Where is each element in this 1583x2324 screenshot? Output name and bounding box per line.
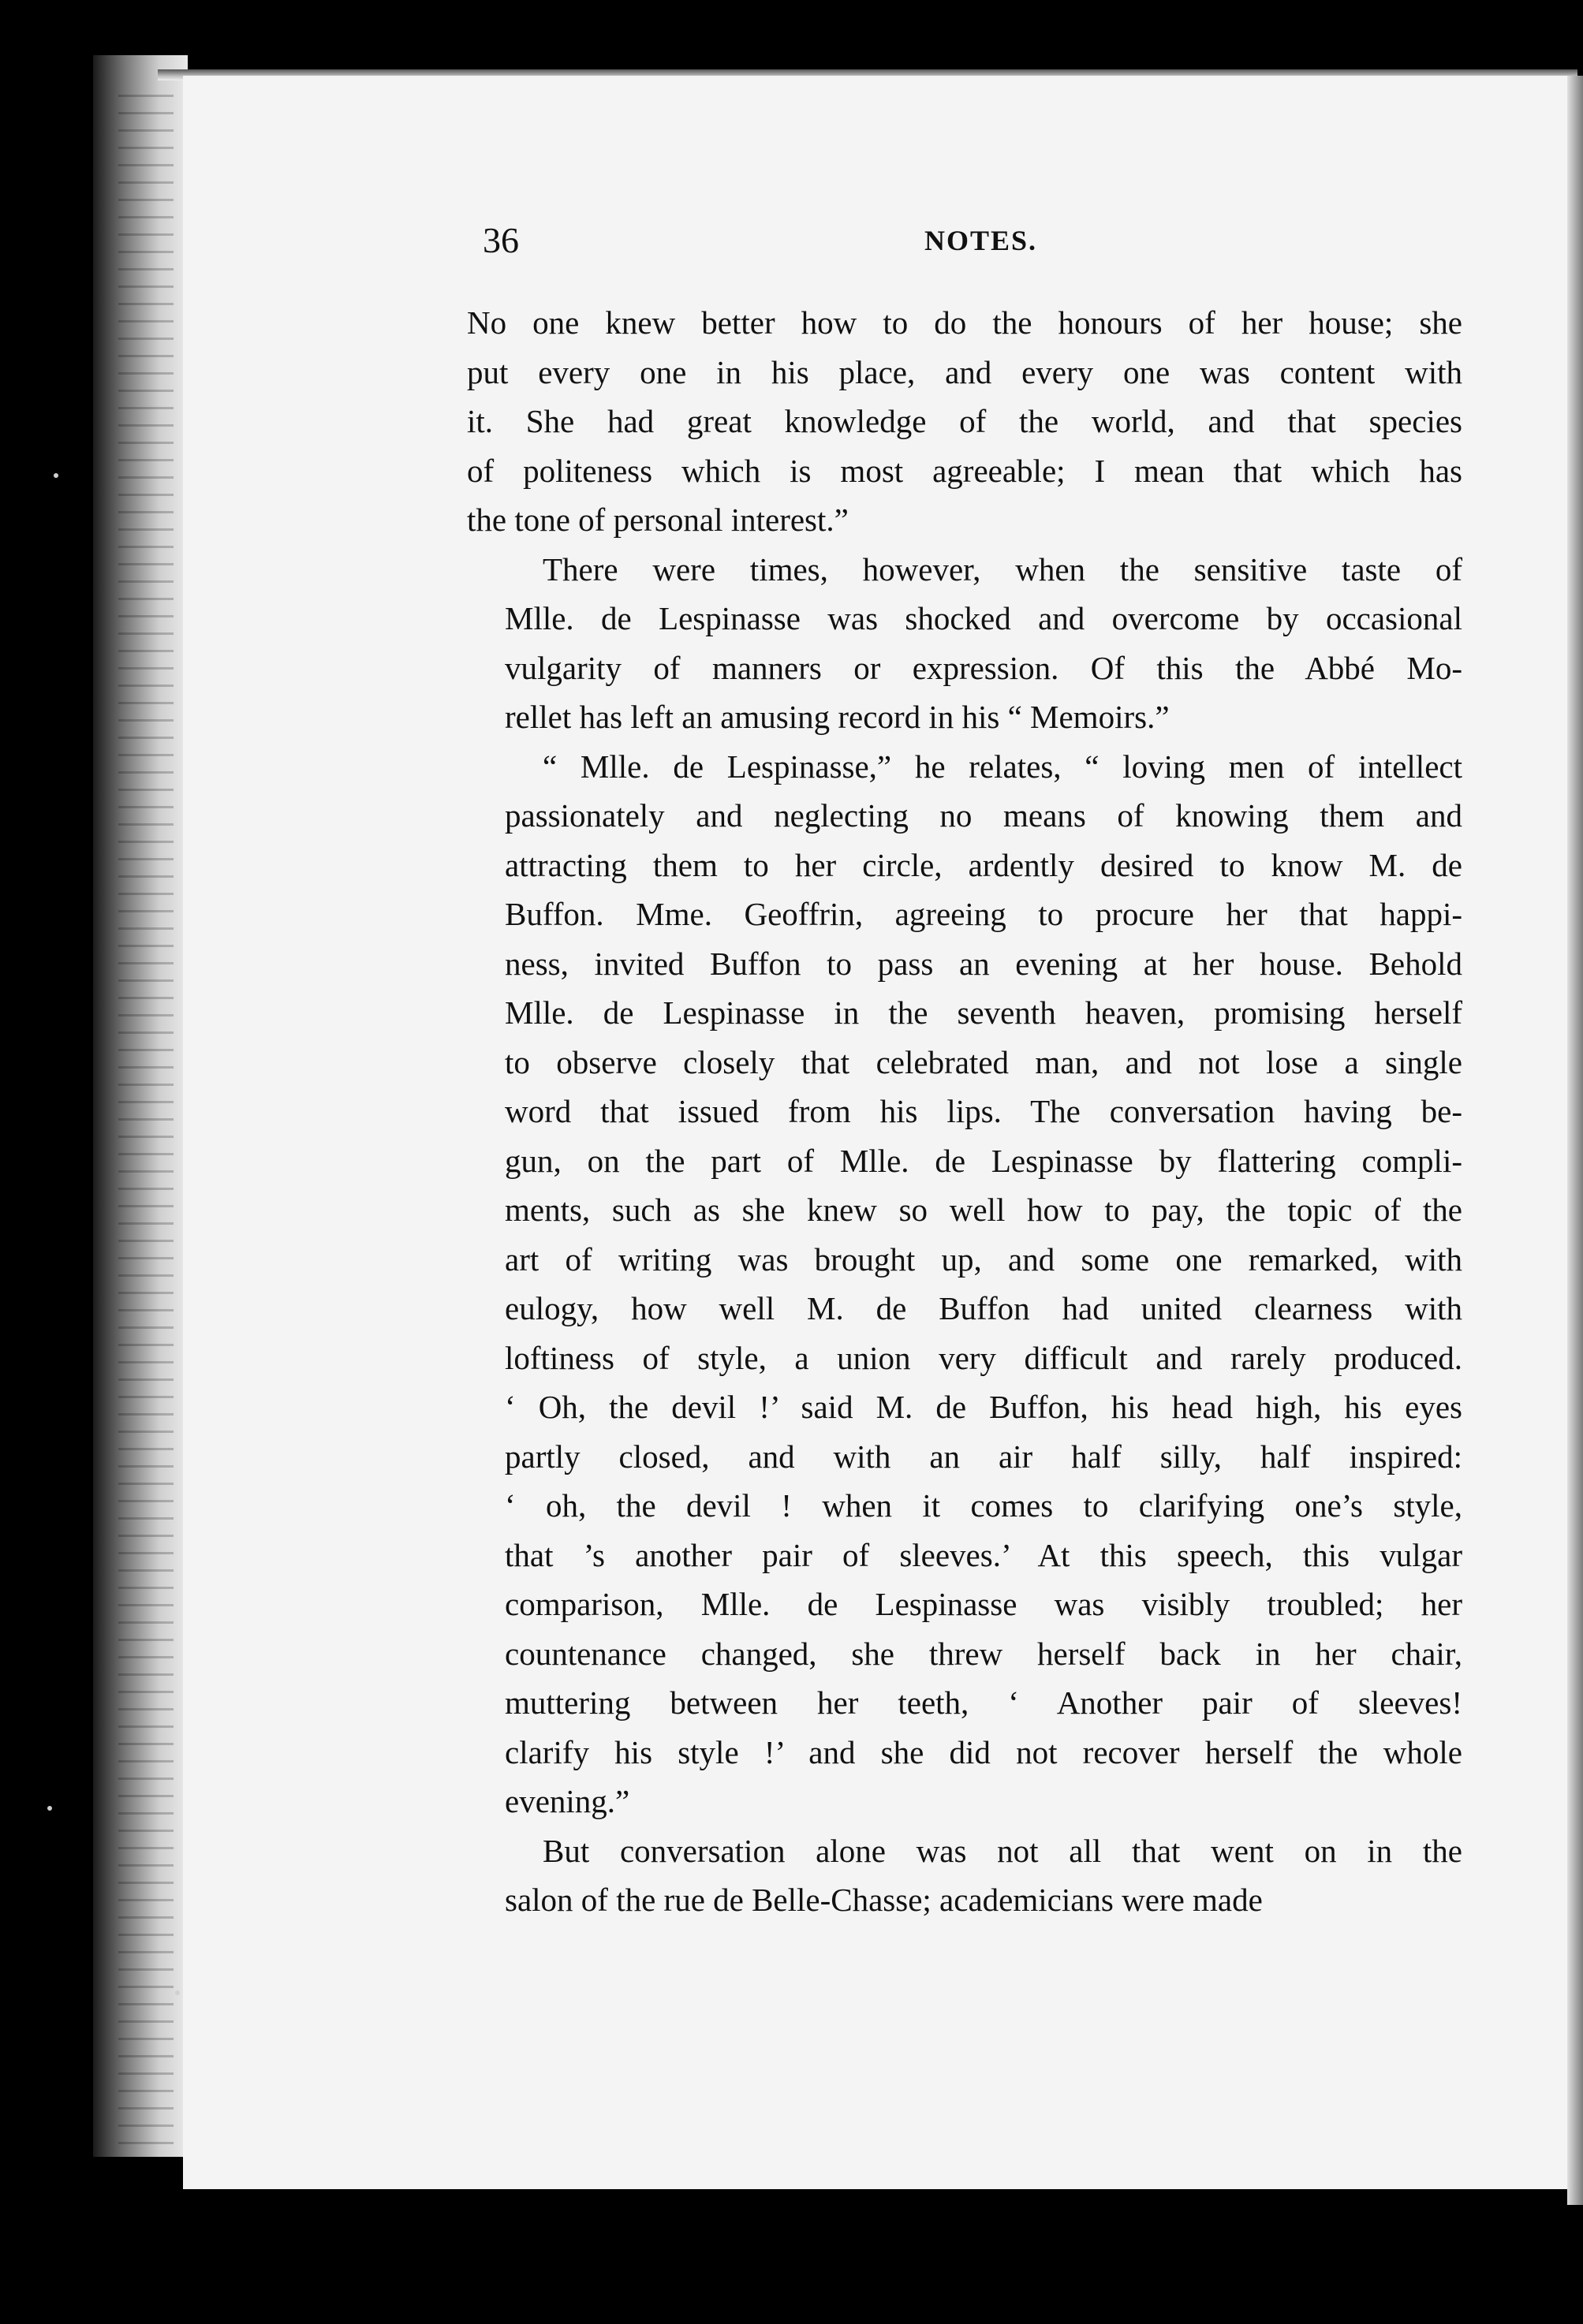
- text-line: muttering between her teeth, ‘ Another pair of sleeves!: [505, 1684, 1462, 1721]
- text-line: Mlle. de Lespinasse in the seventh heaven, promising herself: [505, 994, 1462, 1031]
- text-line: ‘ Oh, the devil !’ said M. de Buffon, his head high, his eyes: [505, 1389, 1462, 1425]
- text-line: But conversation alone was not all that went on in the: [543, 1832, 1462, 1869]
- page-right-edge: [1567, 76, 1583, 2205]
- text-line: passionately and neglecting no means of knowing them and: [505, 797, 1462, 834]
- page-header: [483, 219, 1472, 267]
- text-line: clarify his style !’ and she did not recover herself the whole: [505, 1733, 1462, 1770]
- text-line: salon of the rue de Belle-Chasse; academicians were made: [505, 1882, 1263, 1918]
- text-line: ‘ oh, the devil ! when it comes to clarifying one’s style,: [505, 1487, 1462, 1524]
- text-line: vulgarity of manners or expression. Of this the Abbé Mo-: [505, 649, 1462, 686]
- paragraph: [467, 298, 1462, 545]
- text-line: eulogy, how well M. de Buffon had united clearness with: [505, 1290, 1462, 1326]
- text-line: gun, on the part of Mlle. de Lespinasse by flattering compli-: [505, 1142, 1462, 1179]
- text-line: ness, invited Buffon to pass an evening at her house. Behold: [505, 945, 1462, 982]
- text-line: word that issued from his lips. The conversation having be-: [505, 1093, 1462, 1129]
- text-line: Buffon. Mme. Geoffrin, agreeing to procure her that happi-: [505, 896, 1462, 932]
- text-line: of politeness which is most agreeable; I mean that which has: [467, 452, 1462, 489]
- text-line: attracting them to her circle, ardently desired to know M. de: [505, 846, 1462, 883]
- text-line: evening.”: [505, 1783, 630, 1819]
- body-text: [467, 298, 1462, 1925]
- binding-texture: [118, 95, 174, 2145]
- paragraph: [467, 742, 1462, 1826]
- running-head: NOTES.: [924, 225, 1038, 256]
- text-line: countenance changed, she threw herself back in her chair,: [505, 1635, 1462, 1672]
- text-line: comparison, Mlle. de Lespinasse was visibly troubled; her: [505, 1586, 1462, 1622]
- text-line: partly closed, and with an air half silly, half inspired:: [505, 1438, 1462, 1475]
- stray-mark: [47, 1806, 52, 1811]
- text-line: put every one in his place, and every one was content with: [467, 353, 1462, 390]
- text-line: to observe closely that celebrated man, and not lose a single: [505, 1043, 1462, 1080]
- text-line: There were times, however, when the sensitive taste of: [543, 550, 1462, 588]
- text-line: it. She had great knowledge of the world, and that species: [467, 403, 1462, 439]
- text-line: art of writing was brought up, and some one remarked, with: [505, 1240, 1462, 1278]
- text-line: the tone of personal interest.”: [467, 502, 849, 538]
- text-line: rellet has left an amusing record in his “ Memoirs.”: [505, 699, 1170, 735]
- paragraph: [467, 545, 1462, 742]
- text-line: ments, such as she knew so well how to pay, the topic of the: [505, 1192, 1462, 1228]
- page-number: 36: [483, 220, 519, 260]
- stray-mark: [54, 473, 58, 478]
- text-line: that ’s another pair of sleeves.’ At this speech, this vulgar: [505, 1536, 1462, 1573]
- stray-mark: [175, 1990, 180, 1995]
- text-line: loftiness of style, a union very difficult and rarely produced.: [505, 1339, 1462, 1376]
- text-line: “ Mlle. de Lespinasse,” he relates, “ loving men of intellect: [543, 748, 1462, 785]
- paragraph: [467, 1826, 1462, 1925]
- text-line: No one knew better how to do the honours of her house; she: [467, 304, 1462, 341]
- text-line: Mlle. de Lespinasse was shocked and overcome by occasional: [505, 600, 1462, 636]
